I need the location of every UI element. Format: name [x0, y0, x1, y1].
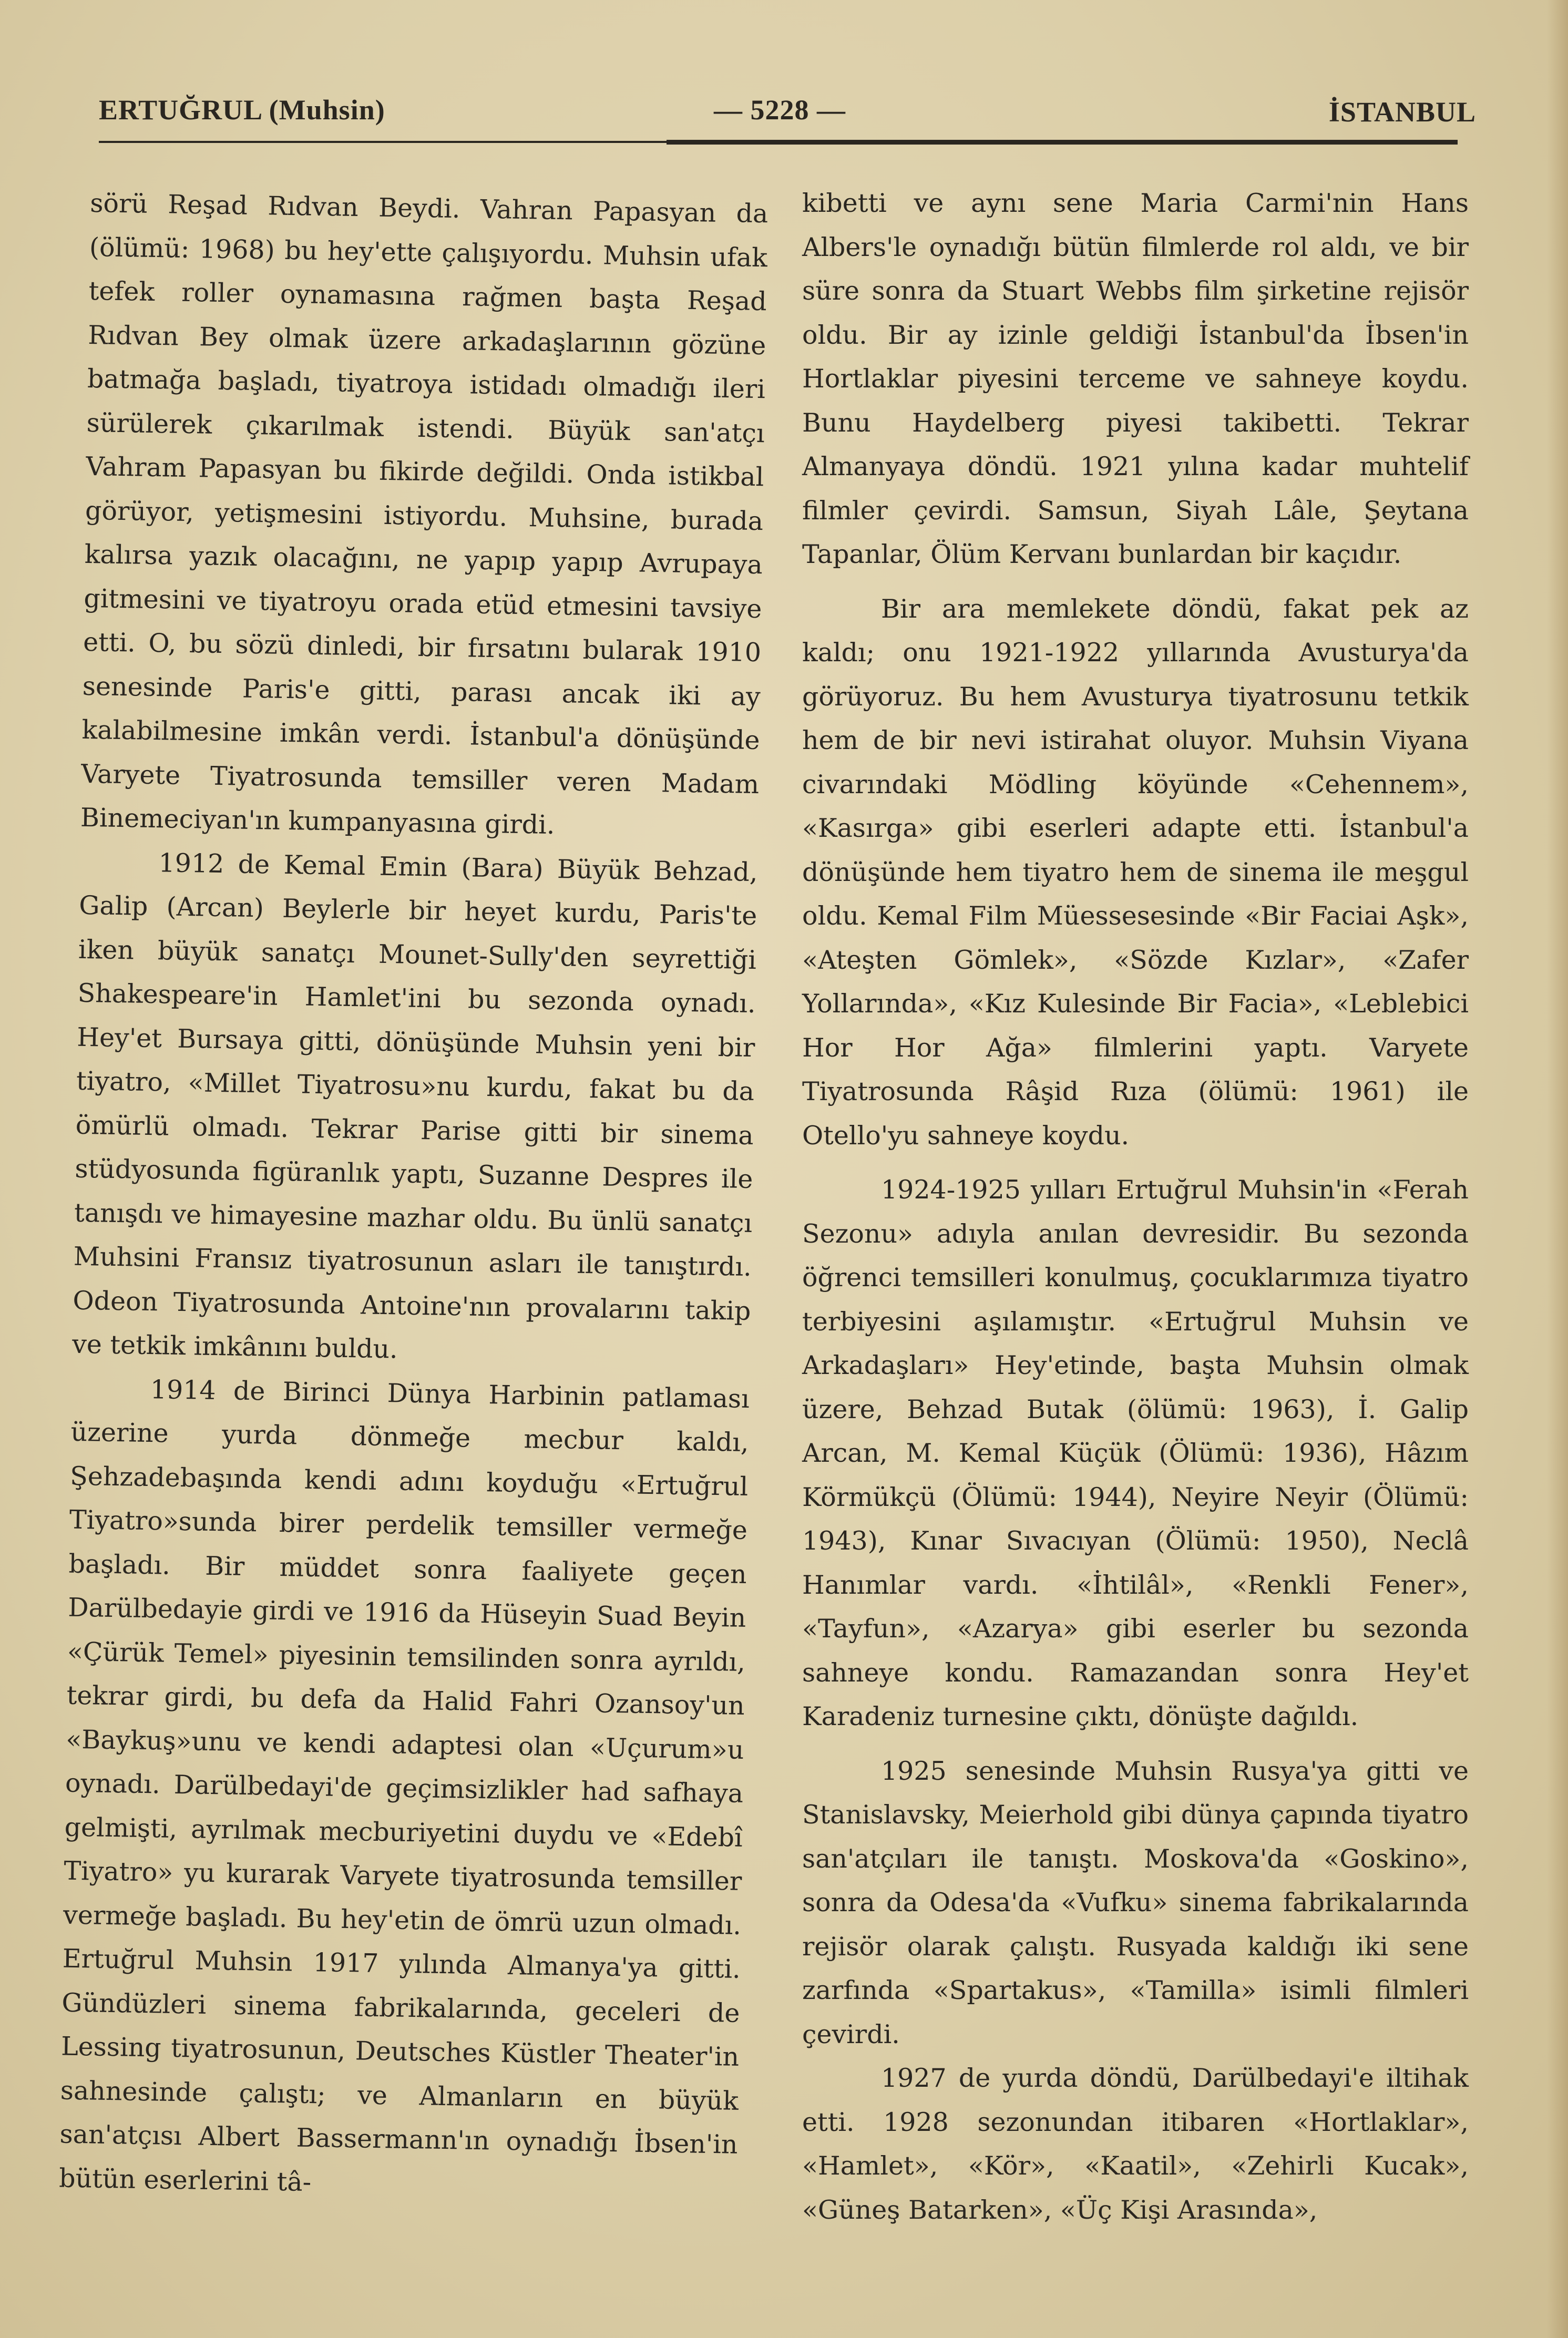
- paragraph: 1924-1925 yılları Ertuğrul Muhsin'in «Ferah Sezonu» adıyla anılan devresidir. Bu sezonda öğrenci temsilleri konulmuş, çocuklarımıza tiyatro terbiyesini aşılamıştır. «Ertuğrul Muhsin ve Arkadaşları» Hey'etinde, başta Muhsin olmak üzere, Behzad Butak (ölümü: 1963), İ. Galip Arcan, M. Kemal Küçük (Ölümü: 1936), Hâzım Körmükçü (Ölümü: 1944), Neyire Neyir (Ölümü: 1943), Kınar Sıvacıyan (Ölümü: 1950), Neclâ Hanımlar vardı. «İhtilâl», «Renkli Fener», «Tayfun», «Azarya» gibi eserler bu sezonda sahneye kondu. Ramazandan sonra Hey'et Karadeniz turnesine çıktı, dönüşte dağıldı.: [802, 1175, 1469, 1731]
- header-encyclopedia-title: İSTANBUL: [1328, 96, 1476, 128]
- paragraph: kibetti ve aynı sene Maria Carmi'nin Hans Albers'le oynadığı bütün filmlerde rol aldı, ve bir süre sonra da Stuart Webbs film şirketine rejisör oldu. Bir ay izinle geldiği İstanbul'da İbsen'in Hortlaklar piyesini terceme ve sahneye koydu. Bunu Haydelberg piyesi takibetti. Tekrar Almanyaya döndü. 1921 yılına kadar muhtelif filmler çevirdi. Samsun, Siyah Lâle, Şeytana Tapanlar, Ölüm Kervanı bunlardan bir kaçıdır.: [802, 188, 1469, 569]
- page-edge-shadow: [1547, 0, 1568, 2338]
- paragraph: sörü Reşad Rıdvan Beydi. Vahran Papasyan da (ölümü: 1968) bu hey'ette çalışıyordu. Muhsin ufak tefek roller oynamasına rağmen başta Reşad Rıdvan Bey olmak üzere arkadaşlarının gözüne batmağa başladı, tiyatroya istidadı olmadığı ileri sürülerek çıkarılmak istendi. Büyük san'atçı Vahram Papasyan bu fikirde değildi. Onda istikbal görüyor, yetişmesini istiyordu. Muhsine, burada kalırsa yazık olacağını, ne yapıp yapıp Avrupaya gitmesini ve tiyatroyu orada etüd etmesini tavsiye etti. O, bu sözü dinledi, bir fırsatını bularak 1910 senesinde Paris'e gitti, parası ancak iki ay kalabilmesine imkân verdi. İstanbul'a dönüşünde Varyete Tiyatrosunda temsiller veren Madam Binemeciyan'ın kumpanyasına girdi.: [80, 188, 768, 840]
- page-number: — 5228 —: [714, 94, 846, 126]
- right-text-column: [802, 181, 1469, 2232]
- header-rule-thin: [99, 141, 667, 143]
- running-header: [99, 90, 1476, 132]
- header-entry-title: ERTUĞRUL (Muhsin): [99, 94, 385, 126]
- paragraph: Bir ara memlekete döndü, fakat pek az kaldı; onu 1921-1922 yıllarında Avusturya'da görüyoruz. Bu hem Avusturya tiyatrosunu tetkik hem de bir nevi istirahat oluyor. Muhsin Viyana civarındaki Mödling köyünde «Cehennem», «Kasırga» gibi eserleri adapte etti. İstanbul'a dönüşünde hem tiyatro hem de sinema ile meşgul oldu. Kemal Film Müessesesinde «Bir Faciai Aşk», «Ateşten Gömlek», «Sözde Kızlar», «Zafer Yollarında», «Kız Kulesinde Bir Facia», «Leblebici Hor Hor Ağa» filmlerini yaptı. Varyete Tiyatrosunda Râşid Rıza (ölümü: 1961) ile Otello'yu sahneye koydu.: [802, 593, 1469, 1151]
- paragraph: 1914 de Birinci Dünya Harbinin patlaması üzerine yurda dönmeğe mecbur kaldı, Şehzadebaşında kendi adını koyduğu «Ertuğrul Tiyatro»sunda birer perdelik temsiller vermeğe başladı. Bir müddet sonra faaliyete geçen Darülbedayie girdi ve 1916 da Hüseyin Suad Beyin «Çürük Temel» piyesinin temsilinden sonra ayrıldı, tekrar girdi, bu defa da Halid Fahri Ozansoy'un «Baykuş»unu ve kendi adaptesi olan «Uçurum»u oynadı. Darülbedayi'de geçimsizlikler had safhaya gelmişti, ayrılmak mecburiyetini duydu ve «Edebî Tiyatro» yu kurarak Varyete tiyatrosunda temsiller vermeğe başladı. Bu hey'etin de ömrü uzun olmadı. Ertuğrul Muhsin 1917 yılında Almanya'ya gitti. Gündüzleri sinema fabrikalarında, geceleri de Lessing tiyatrosunun, Deutsches Küstler Theater'in sahnesinde çalıştı; ve Almanların en büyük san'atçısı Albert Bassermann'ın oynadığı İbsen'in bütün eserlerini tâ-: [58, 1374, 750, 2197]
- header-rule-thick: [667, 140, 1458, 145]
- paragraph: 1912 de Kemal Emin (Bara) Büyük Behzad, Galip (Arcan) Beylerle bir heyet kurdu, Paris'te iken büyük sanatçı Mounet-Sully'den seyrettiği Shakespeare'in Hamlet'ini bu sezonda oynadı. Hey'et Bursaya gitti, dönüşünde Muhsin yeni bir tiyatro, «Millet Tiyatrosu»nu kurdu, fakat bu da ömürlü olmadı. Tekrar Parise gitti bir sinema stüdyosunda figüranlık yaptı, Suzanne Despres ile tanışdı ve himayesine mazhar oldu. Bu ünlü sanatçı Muhsini Fransız tiyatrosunun asları ile tanıştırdı. Odeon Tiyatrosunda Antoine'nın provalarını takip ve tetkik imkânını buldu.: [71, 847, 758, 1365]
- left-text-column: [59, 181, 768, 2211]
- paragraph: 1925 senesinde Muhsin Rusya'ya gitti ve Stanislavsky, Meierhold gibi dünya çapında tiyatro san'atçıları ile tanıştı. Moskova'da «Goskino», sonra da Odesa'da «Vufku» sinema fabrikalarında rejisör olarak çalıştı. Rusyada kaldığı iki sene zarfında «Spartakus», «Tamilla» isimli filmleri çevirdi.: [802, 1756, 1469, 2049]
- paragraph: 1927 de yurda döndü, Darülbedayi'e iltihak etti. 1928 sezonundan itibaren «Hortlaklar», «Hamlet», «Kör», «Kaatil», «Zehirli Kucak», «Güneş Batarken», «Üç Kişi Arasında»,: [802, 2063, 1469, 2225]
